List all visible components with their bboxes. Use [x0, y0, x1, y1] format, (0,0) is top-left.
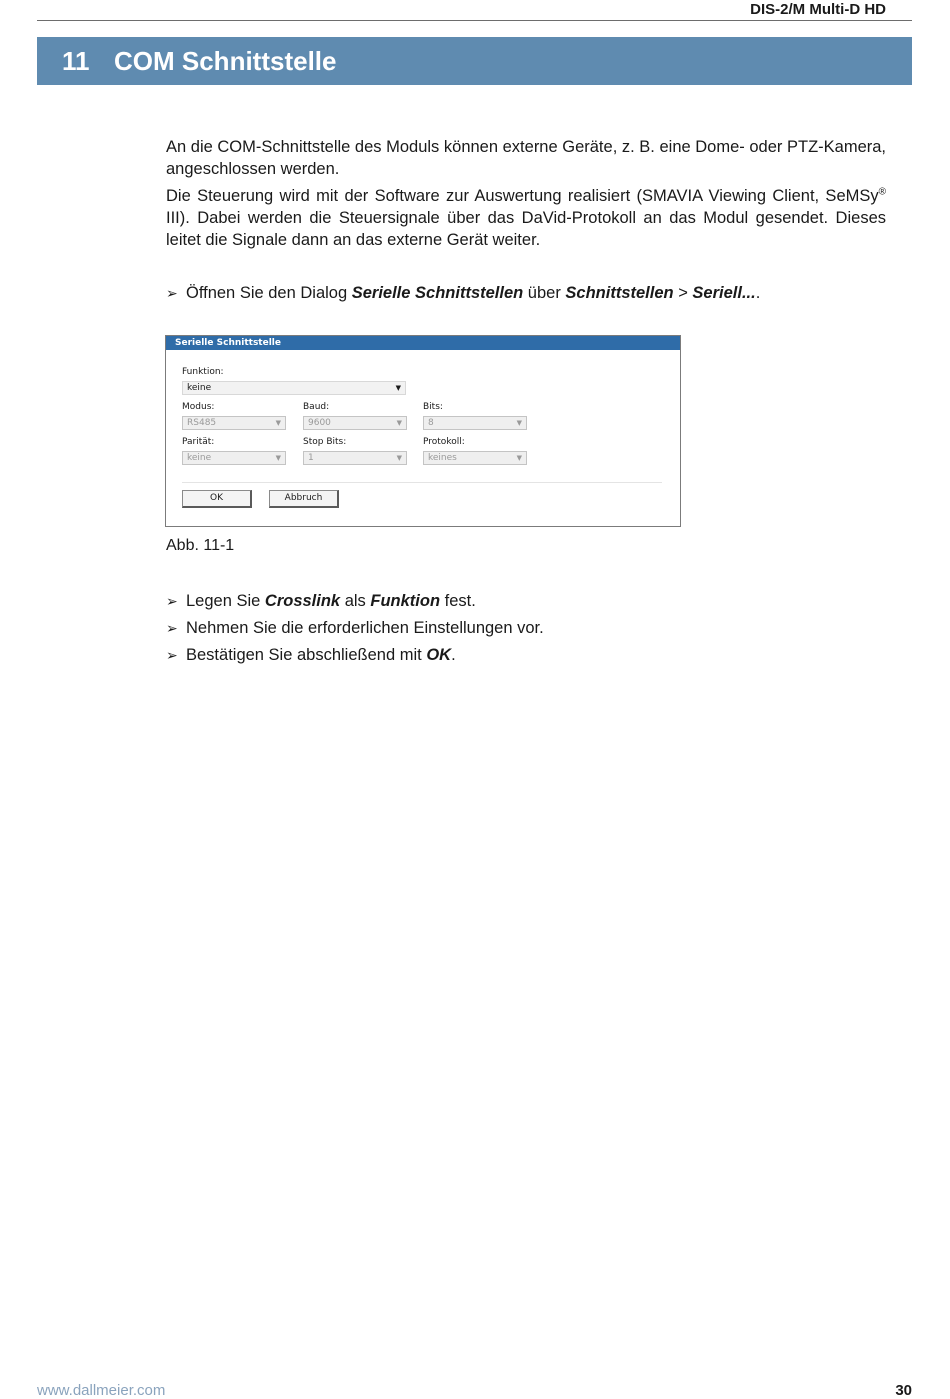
page-header: [37, 0, 912, 21]
footer-url-link[interactable]: www.dallmeier.com: [37, 1382, 166, 1399]
chevron-down-icon: ▼: [275, 419, 281, 427]
protokoll-value: keines: [428, 453, 457, 463]
paritaet-label: Parität:: [182, 437, 215, 447]
step-2: ➢ Nehmen Sie die erforderlichen Einstellungen vor.: [166, 615, 544, 642]
arrow-bullet-icon: ➢: [166, 620, 178, 636]
baud-select[interactable]: [303, 416, 407, 430]
intro-content: [166, 136, 886, 304]
protokoll-select[interactable]: [423, 451, 527, 465]
steps-list: [166, 588, 544, 669]
chevron-down-icon: ▼: [516, 454, 522, 462]
modus-select[interactable]: [182, 416, 286, 430]
arrow-bullet-icon: ➢: [166, 647, 178, 663]
funktion-select[interactable]: [182, 381, 406, 395]
chevron-down-icon: ▼: [396, 419, 402, 427]
chapter-title: COM Schnittstelle: [114, 46, 337, 76]
bits-value: 8: [428, 418, 434, 428]
chapter-heading-bar: [37, 37, 912, 85]
baud-label: Baud:: [303, 402, 330, 412]
registered-mark: ®: [878, 186, 886, 198]
cancel-button[interactable]: Abbruch: [269, 490, 339, 508]
intro-paragraph-2: [166, 185, 886, 251]
bits-select[interactable]: [423, 416, 527, 430]
dialog-titlebar: Serielle Schnittstelle: [166, 336, 680, 350]
menu-seriell: Seriell...: [692, 284, 756, 302]
chapter-number: 11: [62, 46, 90, 76]
intro-p2-start: Die Steuerung wird mit der Software zur Auswertung realisiert (SMAVIA Viewing Client, SeMSy: [166, 187, 879, 205]
stopbits-value: 1: [308, 453, 314, 463]
paritaet-value: keine: [187, 453, 212, 463]
dialog-divider: [182, 482, 662, 483]
step-1: ➢ Legen Sie Crosslink als Funktion fest.: [166, 588, 544, 615]
intro-p2-end: III). Dabei werden die Steuersignale über das DaVid-Protokoll an das Modul gesendet. Dieses leitet die Signale dann an das externe Gerät weiter.: [166, 209, 886, 249]
modus-value: RS485: [187, 418, 217, 428]
stopbits-label: Stop Bits:: [303, 437, 347, 447]
bits-label: Bits:: [423, 402, 443, 412]
dialog-name: Serielle Schnittstellen: [351, 284, 524, 302]
funktion-label: Funktion:: [182, 367, 224, 377]
step-open-dialog: ➢ Öffnen Sie den Dialog Serielle Schnittstellen über Schnittstellen > Seriell....: [166, 284, 761, 302]
chevron-down-icon: ▼: [516, 419, 522, 427]
intro-paragraph-1: An die COM-Schnittstelle des Moduls können externe Geräte, z. B. eine Dome- oder PTZ-Kamera, angeschlossen werden.: [166, 138, 886, 178]
step-3: ➢ Bestätigen Sie abschließend mit OK.: [166, 642, 544, 669]
arrow-bullet-icon: ➢: [166, 593, 178, 609]
arrow-bullet-icon: ➢: [166, 285, 178, 301]
chevron-down-icon: ▼: [395, 384, 401, 392]
menu-schnittstellen: Schnittstellen: [565, 284, 674, 302]
modus-label: Modus:: [182, 402, 215, 412]
protokoll-label: Protokoll:: [423, 437, 465, 447]
page-number: 30: [895, 1382, 912, 1399]
document-title: DIS-2/M Multi-D HD: [750, 1, 886, 18]
funktion-value: keine: [187, 383, 212, 393]
stopbits-select[interactable]: [303, 451, 407, 465]
baud-value: 9600: [308, 418, 331, 428]
figure-caption: Abb. 11-1: [166, 537, 235, 554]
chevron-down-icon: ▼: [275, 454, 281, 462]
paritaet-select[interactable]: [182, 451, 286, 465]
chevron-down-icon: ▼: [396, 454, 402, 462]
serial-interface-dialog: [165, 335, 681, 527]
ok-button[interactable]: OK: [182, 490, 252, 508]
